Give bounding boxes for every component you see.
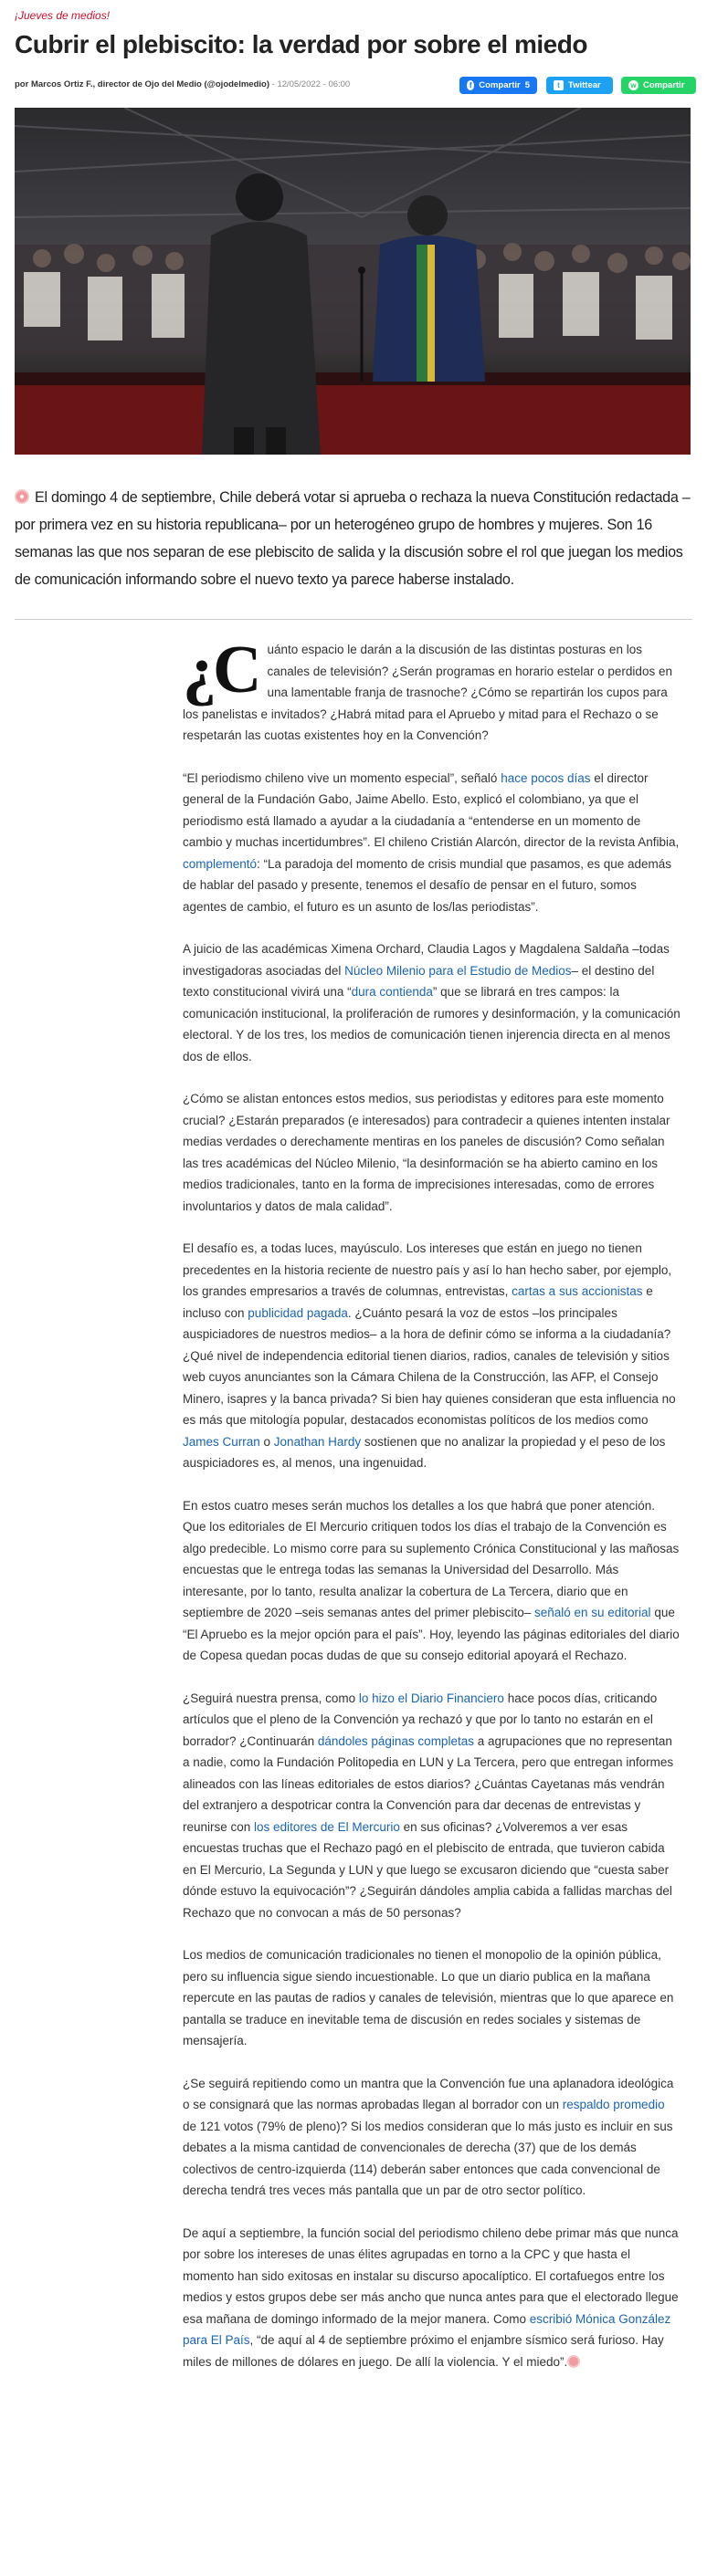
paragraph-text: , “de aquí al 4 de septiembre próximo el enjambre sísmico será furioso. Hay miles de millones de dólares en juego. De allí la violencia. Y el miedo”. (183, 2333, 664, 2369)
bullet-marker-icon (15, 489, 29, 504)
whatsapp-share-button[interactable] (621, 77, 696, 94)
paragraph (183, 1688, 681, 1924)
article-title: Cubrir el plebiscito: la verdad por sobre el miedo (15, 30, 587, 58)
paragraph-text: Los medios de comunicación tradicionales no tienen el monopolio de la opinión pública, pero su influencia sigue siendo incuestionable. Lo que un diario publica en la mañana repercute en las pautas de radios y canales de televisión, mientras que lo que aparece en pantalla se traduce en inevitable tema de discusión en redes sociales y sistemas de mensajería. (183, 1948, 674, 2047)
lede-text: El domingo 4 de septiembre, Chile deberá votar si aprueba o rechaza la nueva Constitución redactada –por primera vez en su historia republicana– por un heterogéneo grupo de hombres y mujeres. Son 16 semanas las que nos separan de ese plebiscito de salida y la discusión sobre el rol que juegan los medios de comunicación informando sobre el nuevo texto ya parece haberse instalado. (15, 489, 691, 588)
inline-link[interactable]: publicidad pagada (248, 1305, 348, 1320)
inline-link[interactable]: James Curran (183, 1434, 260, 1449)
inline-link[interactable]: señaló en su editorial (533, 1606, 651, 1619)
paragraph-text: A juicio de las académicas Ximena Orchard, Claudia Lagos y Magdalena Saldaña –todas investigadoras asociadas del (183, 942, 670, 978)
byline-prefix: por (15, 79, 29, 89)
paragraph (183, 1944, 681, 2052)
paragraph-text: – el destino del texto constitucional vivirá una “ (183, 963, 655, 999)
paragraph-text: o (259, 1434, 274, 1449)
end-marker-icon (567, 2355, 580, 2368)
paragraph-text: ¿Cómo se alistan entonces estos medios, sus periodistas y editores para este momento crucial? ¿Estarán preparados (e interesados) para contradecir a quienes intenten instalar medias verdades o derechamente mentiras en los paneles de discusión? Como señalan las tres académicas del Núcleo Milenio, “la desinformación se ha abierto camino en los medios tradicionales, tanto en la forma de imprecisiones interesadas, como de errores involuntarios y datos de mala calidad”. (183, 1092, 670, 1213)
paragraph-text: e incluso con (183, 1284, 653, 1320)
paragraph-text: En estos cuatro meses serán muchos los detalles a los que habrá que poner atención. Que los editoriales de El Mercurio critiquen todos los días el trabajo de la Convención es algo predecible. Lo mismo corre para su suplemento Crónica Constitucional y las mañosas encuestas que le entrega todas las semanas la Universidad del Desarrollo. Más interesante, por lo tanto, resulta analizar la cobertura de La Tercera, diario que en septiembre de 2020 –seis semanas antes del primer plebiscito– (183, 1498, 680, 1619)
paragraph-text: ¿Se seguirá repitiendo como un mantra que la Convención fue una aplanadora ideológica o se consignará que las normas aprobadas llegan al borrador con un (183, 2076, 674, 2111)
paragraph-text: de 121 votos (79% de pleno)? Si los medios consideran que lo más justo es incluir en sus debates a la misma cantidad de convencionales de derecha (37) que de los demás colectivos de centro-izquierda (114) deberán saber entonces que cada convencional de derecha tendrá tres veces más pantalla que un par de otro sector político. (183, 2119, 673, 2197)
inline-link[interactable]: respaldo promedio (562, 2098, 665, 2111)
hero-image (15, 108, 691, 455)
byline-date: 12/05/2022 - 06:00 (277, 79, 351, 89)
paragraph-text: sostienen que no analizar la propiedad y el peso de los auspiciadores es, al menos, una ingenuidad. (183, 1434, 666, 1470)
inline-link[interactable]: Jonathan Hardy (273, 1434, 362, 1449)
paragraph-text: El desafío es, a todas luces, mayúsculo. Los intereses que están en juego no tienen precedentes en la historia reciente de nuestro país y así lo han hecho saber, por ejemplo, los grandes empresarios a través de columnas, entrevistas, (183, 1241, 672, 1298)
inline-link[interactable]: los editores de El Mercurio (254, 1819, 400, 1834)
byline (15, 79, 350, 89)
divider (15, 619, 692, 620)
inline-link[interactable]: dándoles páginas completas (317, 1733, 474, 1748)
paragraph-text: “El periodismo chileno vive un momento especial”, señaló (183, 770, 501, 785)
byline-author[interactable]: Marcos Ortiz F., director de Ojo del Medio (@ojodelmedio) (30, 79, 269, 89)
article-lede (15, 484, 692, 593)
paragraph-text: De aquí a septiembre, la función social del periodismo chileno debe primar más que nunca por sobre los intereses de unas élites agrupadas en torno a la CPC y que hasta el momento han sido exitosas en instalar su discurso apocalíptico. El cortafuegos entre los medios y estos grupos debe ser más ancho que nunca antes para que el electorado llegue esa mañana de domingo informado de la mejor manera. Como (183, 2225, 679, 2326)
paragraph-text: el director general de la Fundación Gabo, Jaime Abello. Esto, explicó el colombiano, ya que el periodismo está llamado a ayudar a la ciudadanía a “entenderse en un momento de cambio y muchas incertidumbres”. El chileno Cristián Alarcón, director de la revista Anfibia, (183, 770, 680, 849)
paragraph-text: en sus oficinas? ¿Volveremos a ver esas encuestas truchas que el Rechazo pagó en el plebiscito de entrada, que tuvieron cabida en El Mercurio, La Segunda y LUN y que luego se excusaron diciendo que “cuesta saber dónde estuvo la equivocación”? ¿Seguirán dándoles amplia cabida a fallidas marchas del Rechazo que no convocan a más de 50 personas? (183, 1819, 672, 1920)
whatsapp-icon: w (628, 80, 638, 90)
paragraph (183, 1495, 681, 1667)
twitter-icon: t (554, 80, 564, 90)
dropcap: ¿C (183, 633, 259, 707)
paragraph (183, 768, 681, 918)
facebook-share-button[interactable] (459, 77, 537, 94)
whatsapp-share-label: Compartir (643, 80, 685, 90)
inline-link[interactable]: dura contienda (351, 985, 433, 999)
inline-link[interactable]: escribió Mónica González para El País (183, 2311, 671, 2347)
paragraph-text: : “La paradoja del momento de crisis mundial que pasamos, es que además de hablar del pasado y presente, tenemos el desafío de pensar en el futuro, somos agentes de cambio, el futuro es un asunto de los/las periodistas”. (183, 856, 672, 914)
twitter-share-button[interactable] (546, 77, 613, 94)
paragraph-text: uánto espacio le darán a la discusión de las distintas posturas en los canales de televisión? ¿Serán programas en horario estelar o perdidos en una lamentable franja de trasnoche? ¿Cómo se repartirán los cupos para los panelistas e invitados? ¿Habrá mitad para el Apruebo y mitad para el Rechazo o se respetarán las cuotas existentes hoy en la Convención? (183, 643, 672, 742)
paragraph-text: a agrupaciones que no representan a nadie, como la Fundación Politopedia en LUN y La Tercera, pero que entregan informes alineados con las líneas editoriales de estos diarios? ¿Cuántas Cayetanas más vendrán del extranjero a despotricar contra la Convención para dar decenas de entrevistas y reunirse con (183, 1733, 674, 1834)
paragraph (183, 1238, 681, 1474)
photo-icon (15, 108, 691, 455)
twitter-share-label: Twittear (568, 80, 601, 90)
section-kicker[interactable]: ¡Jueves de medios! (15, 9, 111, 22)
paragraph-text: hace pocos días, criticando artículos que el pleno de la Convención ya rechazó y que por lo tanto no estarán en el borrador? ¿Continuarán (183, 1691, 658, 1748)
paragraph (183, 938, 681, 1067)
facebook-icon: f (467, 80, 474, 90)
paragraph (183, 2223, 681, 2373)
paragraph-text: . ¿Cuánto pesará la voz de estos –los principales auspiciadores de nuestros medios– a la hora de definir cómo se informa a la ciudadanía? ¿Qué nivel de independencia editorial tienen diarios, radios, canales de televisión y sitios web cuyos anunciantes son la Cámara Chilena de la Construcción, las AFP, el Consejo Minero, isapres y la banca privada? Si bien hay quienes consideran que esta influencia no es más que mitología popular, destacados economistas políticos de los medios como (183, 1305, 676, 1427)
facebook-share-label: Compartir (479, 80, 521, 90)
paragraph-text: que “El Apruebo es la mejor opción para el país”. Hoy, leyendo las páginas editoriales del diario de Copesa quedan pocas dudas de que su consejo editorial apoyará el Rechazo. (183, 1606, 680, 1662)
byline-separator: - (271, 79, 275, 89)
paragraph-text: ¿Seguirá nuestra prensa, como (183, 1691, 359, 1705)
inline-link[interactable]: hace pocos días (501, 770, 591, 785)
article-body (183, 633, 681, 2393)
paragraph (183, 2073, 681, 2202)
paragraph-text: ” que se librará en tres campos: la comunicación institucional, la proliferación de rumores y desinformación, y la comunicación electoral. Y de los tres, los medios de comunicación tienen injerencia directa en al menos dos de ellos. (183, 985, 681, 1063)
facebook-share-count: 5 (524, 80, 530, 90)
paragraph (183, 1088, 681, 1217)
inline-link[interactable]: Núcleo Milenio para el Estudio de Medios (344, 963, 572, 978)
paragraph (183, 633, 681, 747)
inline-link[interactable]: cartas a sus accionistas (512, 1284, 643, 1298)
inline-link[interactable]: complementó (183, 856, 258, 871)
inline-link[interactable]: lo hizo el Diario Financiero (358, 1691, 504, 1705)
